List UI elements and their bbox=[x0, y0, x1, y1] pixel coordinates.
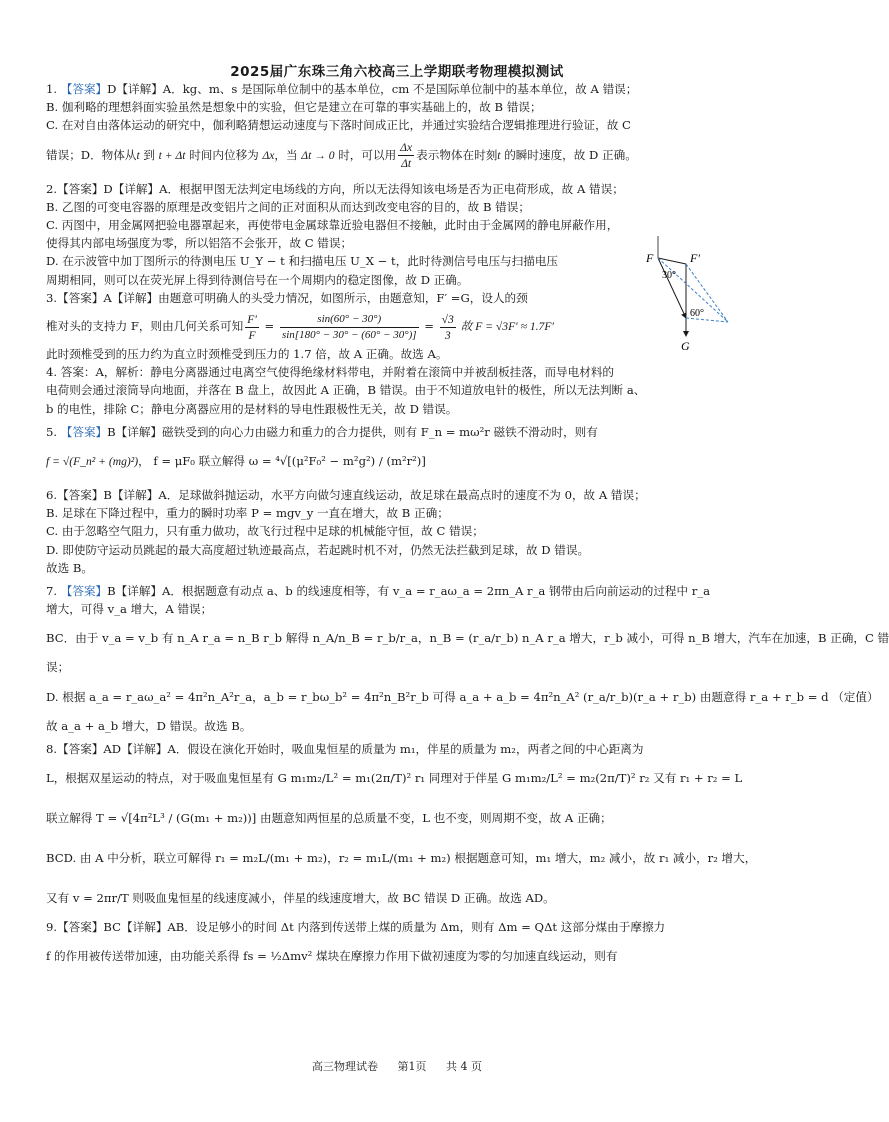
explanation-line: b 的电性，排除 C；静电分离器应用的是材料的导电性跟极性无关，故 D 错误。 bbox=[46, 401, 458, 416]
label-angle-60: 60° bbox=[690, 308, 704, 319]
explanation-line bbox=[46, 307, 646, 345]
explanation-line: 周期相同，则可以在荧光屏上得到待测信号在一个周期内的稳定图像，故 D 正确。 bbox=[46, 272, 469, 287]
text-run: 时间内位移为 bbox=[185, 147, 263, 162]
explanation-line: C. 在对自由落体运动的研究中，伽利略猜想运动速度与下落时间成正比，并通过实验结合逻辑推理进行验证，故 C bbox=[46, 118, 631, 133]
label-F: F bbox=[646, 251, 654, 265]
explanation-line: B. 乙图的可变电容器的原理是改变铝片之间的正对面积从而达到改变电容的目的，故 B 错误； bbox=[46, 199, 530, 214]
numerator: sin(60° − 30°) bbox=[280, 312, 419, 328]
fraction bbox=[440, 312, 456, 343]
page-title: 2025届广东珠三角六校高三上学期联考物理模拟测试 bbox=[230, 64, 564, 80]
explanation-line: 此时颈椎受到的压力约为直立时颈椎受到压力的 1.7 倍，故 A 正确。故选 A。 bbox=[46, 347, 448, 362]
label-angle-30: 30° bbox=[662, 270, 676, 281]
explanation-line: 增大，可得 v_a 增大，A 错误； bbox=[46, 602, 213, 617]
explanation-line: f 的作用被传送带加速，由功能关系得 fs = ½Δmv² 煤块在摩擦力作用下做初速度为零的匀加速直线运动，则有 bbox=[46, 949, 618, 964]
explanation-line: 又有 v = 2πr/T 则吸血鬼恒星的线速度减小，伴星的线速度增大，故 BC 错误 D 正确。故选 AD。 bbox=[46, 891, 555, 906]
numerator: √3 bbox=[441, 312, 454, 326]
document-body bbox=[46, 80, 889, 976]
math-var: t bbox=[136, 148, 140, 162]
answer-block-8 bbox=[46, 740, 757, 918]
text-run: 的瞬时速度，故 D 正确。 bbox=[500, 147, 637, 162]
question-number: 1. bbox=[46, 82, 58, 96]
answer-block-6 bbox=[46, 486, 752, 577]
question-number: 5. bbox=[46, 424, 58, 439]
math-expr: Δx bbox=[262, 148, 275, 162]
question-number: 7. bbox=[46, 584, 58, 599]
answer-tag: 【答案】 bbox=[60, 82, 108, 96]
answer-line: 4. 答案：A，解析：静电分离器通过电离空气使得绝缘材料带电，并附着在滚筒中并被刮板挂落，而导电材料的 bbox=[46, 365, 615, 380]
answer-text: B【详解】磁铁受到的向心力由磁力和重力的合力提供，则有 F_n = mω²r 磁铁不滑动时，则有 bbox=[107, 424, 598, 439]
answer-tag: 【答案】 bbox=[60, 584, 108, 599]
answer-block-9 bbox=[46, 918, 752, 976]
fraction bbox=[280, 312, 419, 343]
math-var: t bbox=[497, 148, 501, 162]
answer-block-4 bbox=[46, 363, 752, 418]
explanation-line: 故选 B。 bbox=[46, 560, 93, 575]
force-F-arrow bbox=[658, 258, 686, 318]
text-run: = bbox=[420, 319, 438, 334]
answer-text: B【详解】A．根据题意有动点 a、b 的线速度相等，有 v_a = r_aω_a = 2πn_A r_a 钢带由后向前运动的过程中 r_a bbox=[107, 584, 711, 599]
answer-block-1 bbox=[46, 80, 752, 175]
explanation-line: L，根据双星运动的特点，对于吸血鬼恒星有 G m₁m₂/L² = m₁(2π/T)² r₁ 同理对于伴星 G m₁m₂/L² = m₂(2π/T)² r₂ 又有 r₁ + r₂ = L bbox=[46, 771, 743, 786]
answer-line: 6.【答案】B【详解】A．足球做斜抛运动，水平方向做匀速直线运动，故足球在最高点时的速度不为 0，故 A 错误； bbox=[46, 488, 646, 503]
text-run: 椎对头的支持力 F，则由几何关系可知 bbox=[46, 319, 244, 334]
explanation-line: BC．由于 v_a = v_b 有 n_A r_a = n_B r_b 解得 n_A/n_B = r_b/r_a，n_B = (r_a/r_b) n_A r_a 增大，r_b 减小，可得 n_B 增大，汽车在加速，B 正确，C 错 bbox=[46, 631, 889, 646]
text-run: = bbox=[260, 319, 278, 334]
denominator: Δt bbox=[401, 157, 412, 171]
text-run: 时，可以用 bbox=[334, 147, 397, 162]
explanation-line bbox=[46, 135, 752, 175]
label-Fprime: F′ bbox=[690, 251, 700, 265]
numerator: F′ bbox=[247, 312, 257, 326]
answer-block-5 bbox=[46, 423, 752, 481]
explanation-line: 联立解得 T = √[4π²L³ / (G(m₁ + m₂))] 由题意知两恒星的总质量不变，L 也不变，则周期不变，故 A 正确； bbox=[46, 811, 612, 826]
text-run: 错误；D．物体从 bbox=[46, 147, 137, 162]
label-G: G bbox=[681, 339, 690, 353]
answer-block-7 bbox=[46, 582, 889, 735]
explanation-line: BCD. 由 A 中分析，联立可解得 r₁ = m₂L/(m₁ + m₂)，r₂ = m₁L/(m₁ + m₂) 根据题意可知，m₁ 增大，m₂ 减小，故 r₁ 减小，r₂ 增大， bbox=[46, 851, 757, 866]
answer-line: 8.【答案】AD【详解】A．假设在演化开始时，吸血鬼恒星的质量为 m₁，伴星的质量为 m₂，两者之间的中心距离为 bbox=[46, 741, 644, 756]
footer-total: 共 4 页 bbox=[446, 1060, 482, 1073]
explanation-line: C. 丙图中，用金属网把验电器罩起来，再使带电金属球靠近验电器但不接触，此时由于金属网的静电屏蔽作用， bbox=[46, 218, 619, 233]
explanation-line: D. 即使防守运动员跳起的最大高度超过轨迹最高点，若起跳时机不对，仍然无法拦截到足球，故 D 错误。 bbox=[46, 542, 590, 557]
explanation-line: 电荷则会通过滚筒导向地面，并落在 B 盘上，故因此 A 正确，B 错误。由于不知道放电针的极性，所以无法判断 a、 bbox=[46, 383, 646, 398]
answer-line: 2.【答案】D【详解】A．根据甲图无法判定电场线的方向，所以无法得知该电场是否为正电荷形成，故 A 错误； bbox=[46, 181, 624, 196]
denominator: F bbox=[248, 328, 256, 342]
explanation-line: B. 伽利略的理想斜面实验虽然是想象中的实验，但它是建立在可靠的事实基础上的，故 B 错误； bbox=[46, 100, 542, 115]
math-expr: f = √(F_n² + (mg)²) bbox=[46, 455, 139, 469]
force-diagram bbox=[644, 232, 744, 352]
explanation-line: 使得其内部电场强度为零，所以铝箔不会张开，故 C 错误； bbox=[46, 236, 353, 251]
answer-line bbox=[46, 582, 752, 600]
explanation-line: D. 在示波管中加丁图所示的待测电压 U_Y − t 和扫描电压 U_X − t，此时待测信号电压与扫描电压 bbox=[46, 254, 559, 269]
answer-line: 3.【答案】A【详解】由题意可明确人的头受力情况，如图所示，由题意知，F′ =G，设人的颈 bbox=[46, 290, 528, 305]
denominator: 3 bbox=[444, 328, 451, 342]
math-expr: 故 F = √3F′ ≈ 1.7F′ bbox=[457, 320, 554, 334]
page-footer bbox=[0, 1058, 794, 1074]
force-Fprime-arrow bbox=[658, 258, 686, 264]
footer-course: 高三物理试卷 bbox=[312, 1060, 378, 1073]
explanation-line: 故 a_a + a_b 增大，D 错误。故选 B。 bbox=[46, 718, 252, 733]
answer-line bbox=[46, 423, 752, 441]
explanation-line: 误； bbox=[46, 660, 70, 675]
explanation-line: D. 根据 a_a = r_aω_a² = 4π²n_A²r_a，a_b = r_bω_b² = 4π²n_B²r_b 可得 a_a + a_b = 4π²n_A² (r_a/r_b)(r_a + r_b) 由题意得 r_a + r_b = d （定值） bbox=[46, 689, 879, 704]
fraction bbox=[245, 312, 259, 343]
footer-page: 第1页 bbox=[397, 1060, 427, 1073]
math-expr: Δt → 0 bbox=[301, 148, 335, 162]
denominator: sin[180° − 30° − (60° − 30°)] bbox=[281, 328, 417, 341]
fraction bbox=[398, 140, 414, 171]
numerator: Δx bbox=[400, 141, 413, 155]
math-expr: ， f = μF₀ 联立解得 ω = ⁴√[(μ²F₀² − m²g²) / (m²r²)] bbox=[138, 454, 426, 469]
text-run: 到 bbox=[139, 147, 159, 162]
text-run: ，当 bbox=[274, 147, 302, 162]
math-expr: t + Δt bbox=[158, 148, 186, 162]
answer-line: 9.【答案】BC【详解】AB．设足够小的时间 Δt 内落到传送带上煤的质量为 Δm，则有 Δm = QΔt 这部分煤由于摩擦力 bbox=[46, 920, 666, 935]
explanation-line: C. 由于忽略空气阻力，只有重力做功，故飞行过程中足球的机械能守恒，故 C 错误； bbox=[46, 524, 484, 539]
equation-line bbox=[46, 441, 752, 481]
text-run: 表示物体在时刻 bbox=[416, 147, 498, 162]
answer-tag: 【答案】 bbox=[60, 424, 108, 439]
answer-text: D【详解】A．kg、m、s 是国际单位制中的基本单位，cm 不是国际单位制中的基本单位，故 A 错误； bbox=[107, 82, 638, 96]
answer-line bbox=[46, 80, 752, 98]
explanation-line: B. 足球在下降过程中，重力的瞬时功率 P = mgv_y 一直在增大，故 B 正确； bbox=[46, 506, 449, 521]
